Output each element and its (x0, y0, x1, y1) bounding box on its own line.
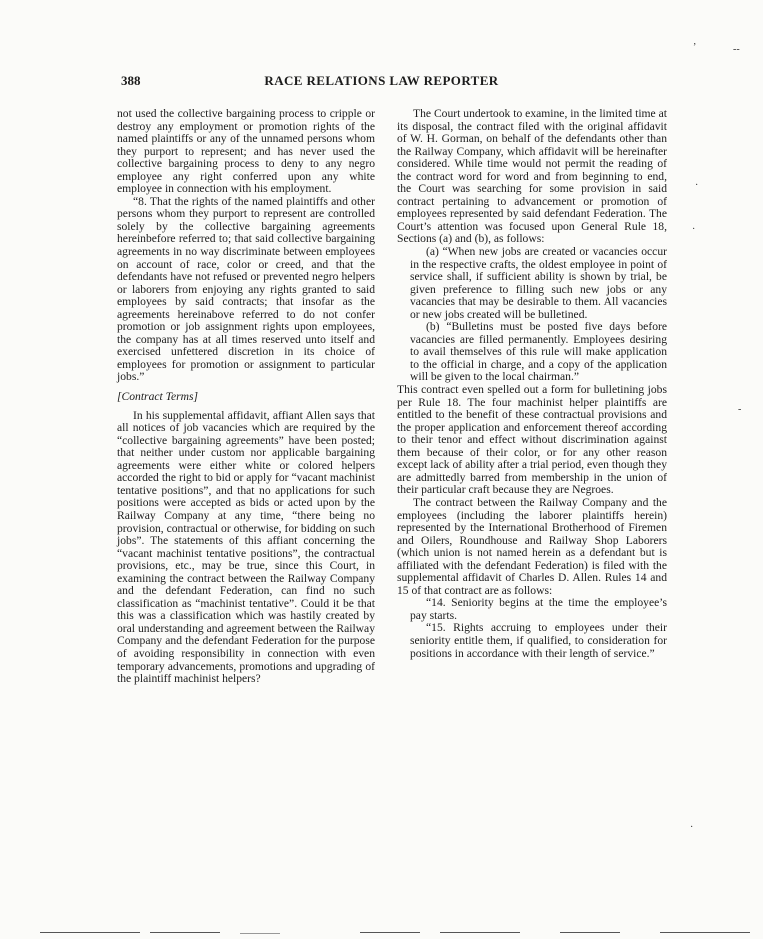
bottom-rule (560, 932, 620, 933)
left-paragraph-3: In his supplemental affidavit, affiant Allen says that all notices of job vacancies which are required by the “collective bargaining agreements” have been posted; that neither under custom nor applicable bargaining agreements were either white or colored helpers accorded the right to bid or apply for “vacant machinist tentative positions”, and that no applications for such positions were accepted as bids or acted upon by the Railway Company at any time, “there being no provision, contractual or otherwise, for bidding on such jobs”. The statements of this affiant concerning the “vacant machinist tentative positions”, the contractual provisions, etc., may be true, since this Court, in examining the contract between the Railway Company and the defendant Federation, can find no such classification as “machinist tentative”. Could it be that this was a classification which was hastily created by oral understanding and agreement between the Railway Company and the defendant Federation for the purpose of avoiding responsibility in connection with even temporary advancements, promotions and upgrading of the plaintiff machinist helpers? (117, 408, 375, 686)
right-column (397, 108, 667, 660)
scan-mark: · (690, 822, 694, 833)
right-paragraph-2: This contract even spelled out a form for bulletining jobs per Rule 18. The four machinist helper plaintiffs are entitled to the benefit of these contractual provisions and the proper application and enforcement thereof according to their tenor and effect without discrimination against them because of their color, or for any other reason except lack of ability after a trial period, even though they are admittedly barred from membership in the union of their particular craft because they are Negroes. (397, 383, 667, 497)
scan-mark: ‑‑ (733, 44, 740, 55)
bottom-rule (660, 932, 750, 933)
bottom-rule (40, 932, 140, 933)
section-heading: [Contract Terms] (117, 390, 199, 404)
scan-mark: · (692, 224, 696, 235)
left-paragraph-1: not used the collective bargaining process to cripple or destroy any employment or promotion rights of the named plaintiffs or any of the unnamed persons whom they purport to represent; and has never used the collective bargaining process to deny to any negro employee any right conferred upon any white employee in connection with his employment. (117, 107, 375, 196)
bottom-rule (150, 932, 220, 933)
quoted-rule-b: (b) “Bulletins must be posted five days before vacancies are filled permanently. Employees desiring to avail themselves of this rule will make application to the official in charge, and a copy of the application will be given to the local chairman.” (410, 320, 667, 384)
page-number: 388 (121, 73, 141, 88)
quoted-rule-14: “14. Seniority begins at the time the employee’s pay starts. (410, 596, 667, 622)
quoted-rule-a: (a) “When new jobs are created or vacancies occur in the respective crafts, the oldest employee in point of service shall, if sufficient ability is shown by trial, be given preference to filling such new jobs or any vacancies that may be desirable to them. All vacancies or new jobs created will be bulletined. (410, 245, 667, 321)
scan-mark: ‑ (738, 404, 742, 415)
running-header: RACE RELATIONS LAW REPORTER (264, 73, 499, 88)
quoted-rule-15: “15. Rights accruing to employees under their seniority entitle them, if qualified, to consideration for positions in accordance with their length of service.” (410, 621, 667, 660)
bottom-rule (440, 932, 520, 933)
scan-mark: ʼ (693, 42, 697, 53)
right-paragraph-1: The Court undertook to examine, in the limited time at its disposal, the contract filed with the original affidavit of W. H. Gorman, on behalf of the defendants other than the Railway Company, which affidavit will be hereinafter considered. While time would not permit the reading of the contract word for word and from beginning to end, the Court was searching for some provision in said contract pertaining to advancement or promotion of employees represented by said defendant Federation. The Court’s attention was focused upon General Rule 18, Sections (a) and (b), as follows: (397, 107, 667, 246)
left-paragraph-2: “8. That the rights of the named plaintiffs and other persons whom they purport to represent are controlled solely by the collective bargaining agreements hereinbefore referred to; that said collective bargaining agreements in no way discriminate between employees on account of race, color or creed, and that the defendants have not refused or prevented negro helpers or laborers from enjoying any rights granted to said employees by said contracts; that insofar as the agreements hereinabove referred to do not confer promotion or job assignment rights upon employees, the company has at all times reserved unto itself and exercised unfettered discretion in its choice of employees for promotion or assignment to particular jobs.” (117, 194, 375, 384)
bottom-rule (360, 932, 420, 933)
bottom-rule (240, 933, 280, 934)
left-column (117, 108, 375, 686)
right-paragraph-3: The contract between the Railway Company and the employees (including the laborer plaintiffs herein) represented by the International Brotherhood of Firemen and Oilers, Roundhouse and Railway Shop Laborers (which union is not named herein as a defendant but is affiliated with the defendant Federation) is filed with the supplemental affidavit of Charles D. Allen. Rules 14 and 15 of that contract are as follows: (397, 495, 667, 597)
scan-mark: · (695, 180, 699, 191)
